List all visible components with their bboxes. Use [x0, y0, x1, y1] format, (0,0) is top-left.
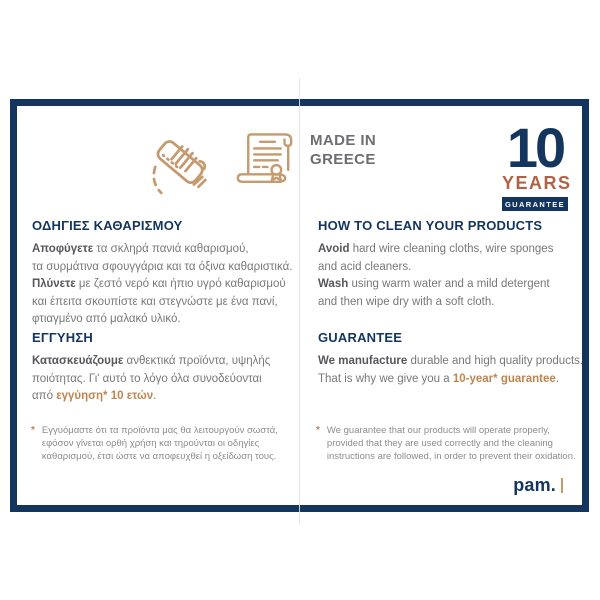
- guarantee-body-greek: Κατασκευάζουμε ανθεκτικά προϊόντα, υψηλής ποιότητας. Γι' αυτό το λόγο όλα συνοδεύονται από εγγύηση* 10 ετών.: [32, 355, 271, 402]
- section-guarantee-greek: [32, 330, 270, 406]
- cleaning-heading-english: HOW TO CLEAN YOUR PRODUCTS: [318, 218, 543, 233]
- pam-logo-bar: [561, 478, 563, 493]
- fold-line: [299, 78, 300, 524]
- header-icons: [143, 124, 303, 204]
- ten-years-guarantee-badge: [502, 116, 572, 211]
- cleaning-heading-greek: ΟΔΗΓΙΕΣ ΚΑΘΑΡΙΣΜΟΥ: [32, 218, 183, 233]
- certificate-scroll-icon: [229, 124, 303, 204]
- ten-years-guarantee-label: GUARANTEE: [502, 197, 568, 211]
- footnote-marker-english: *: [316, 425, 320, 436]
- ten-years-number: 10: [506, 116, 564, 179]
- section-cleaning-greek: [32, 218, 292, 329]
- footnote-marker-greek: *: [31, 425, 35, 436]
- guarantee-heading-english: GUARANTEE: [318, 330, 403, 345]
- made-in-line1: MADE IN: [310, 132, 377, 149]
- section-cleaning-english: [318, 218, 553, 311]
- pam-logo-text: pam.: [513, 475, 556, 495]
- guarantee-body-english: We manufacture durable and high quality products. That is why we give you a 10-year* guarantee.: [318, 355, 584, 385]
- footnote-english: [316, 424, 576, 463]
- cleaning-body-greek: Αποφύγετε τα σκληρά πανιά καθαρισμού, τα συρμάτινα σφουγγάρια και τα όξινα καθαριστικά. Πλύνετε με ζεστό νερό και ήπιο υγρό καθαρισμού και έπειτα σκουπίστε και στεγνώστε με ένα πανί, φτιαγμένο από μαλακό υλικό.: [32, 243, 293, 325]
- footnote-text-english: We guarantee that our products will operate properly, provided that they are used correctly and the cleaning instructions are followed, in order to prevent their oxidation.: [326, 425, 576, 462]
- ten-years-years-label: YEARS: [502, 172, 572, 193]
- made-in-label: [310, 131, 376, 169]
- guarantee-heading-greek: ΕΓΓΥΗΣΗ: [32, 330, 93, 345]
- made-in-line2: GREECE: [310, 151, 376, 168]
- pam-logo: [513, 475, 563, 496]
- cleaning-body-english: Avoid hard wire cleaning cloths, wire sponges and acid cleaners. Wash using warm water and a mild detergent and then wipe dry with a soft cloth.: [318, 243, 554, 308]
- cleaning-cloth-icon: [143, 124, 219, 204]
- footnote-text-greek: Εγγυόμαστε ότι τα προϊόντα μας θα λειτουργούν σωστά, εφόσον γίνεται ορθή χρήση και τηρούνται οι οδηγίες καθαρισμού, έτσι ώστε να αποφευχθεί η οξείδωση τους.: [41, 425, 278, 462]
- section-guarantee-english: [318, 330, 583, 388]
- footnote-greek: [31, 424, 278, 463]
